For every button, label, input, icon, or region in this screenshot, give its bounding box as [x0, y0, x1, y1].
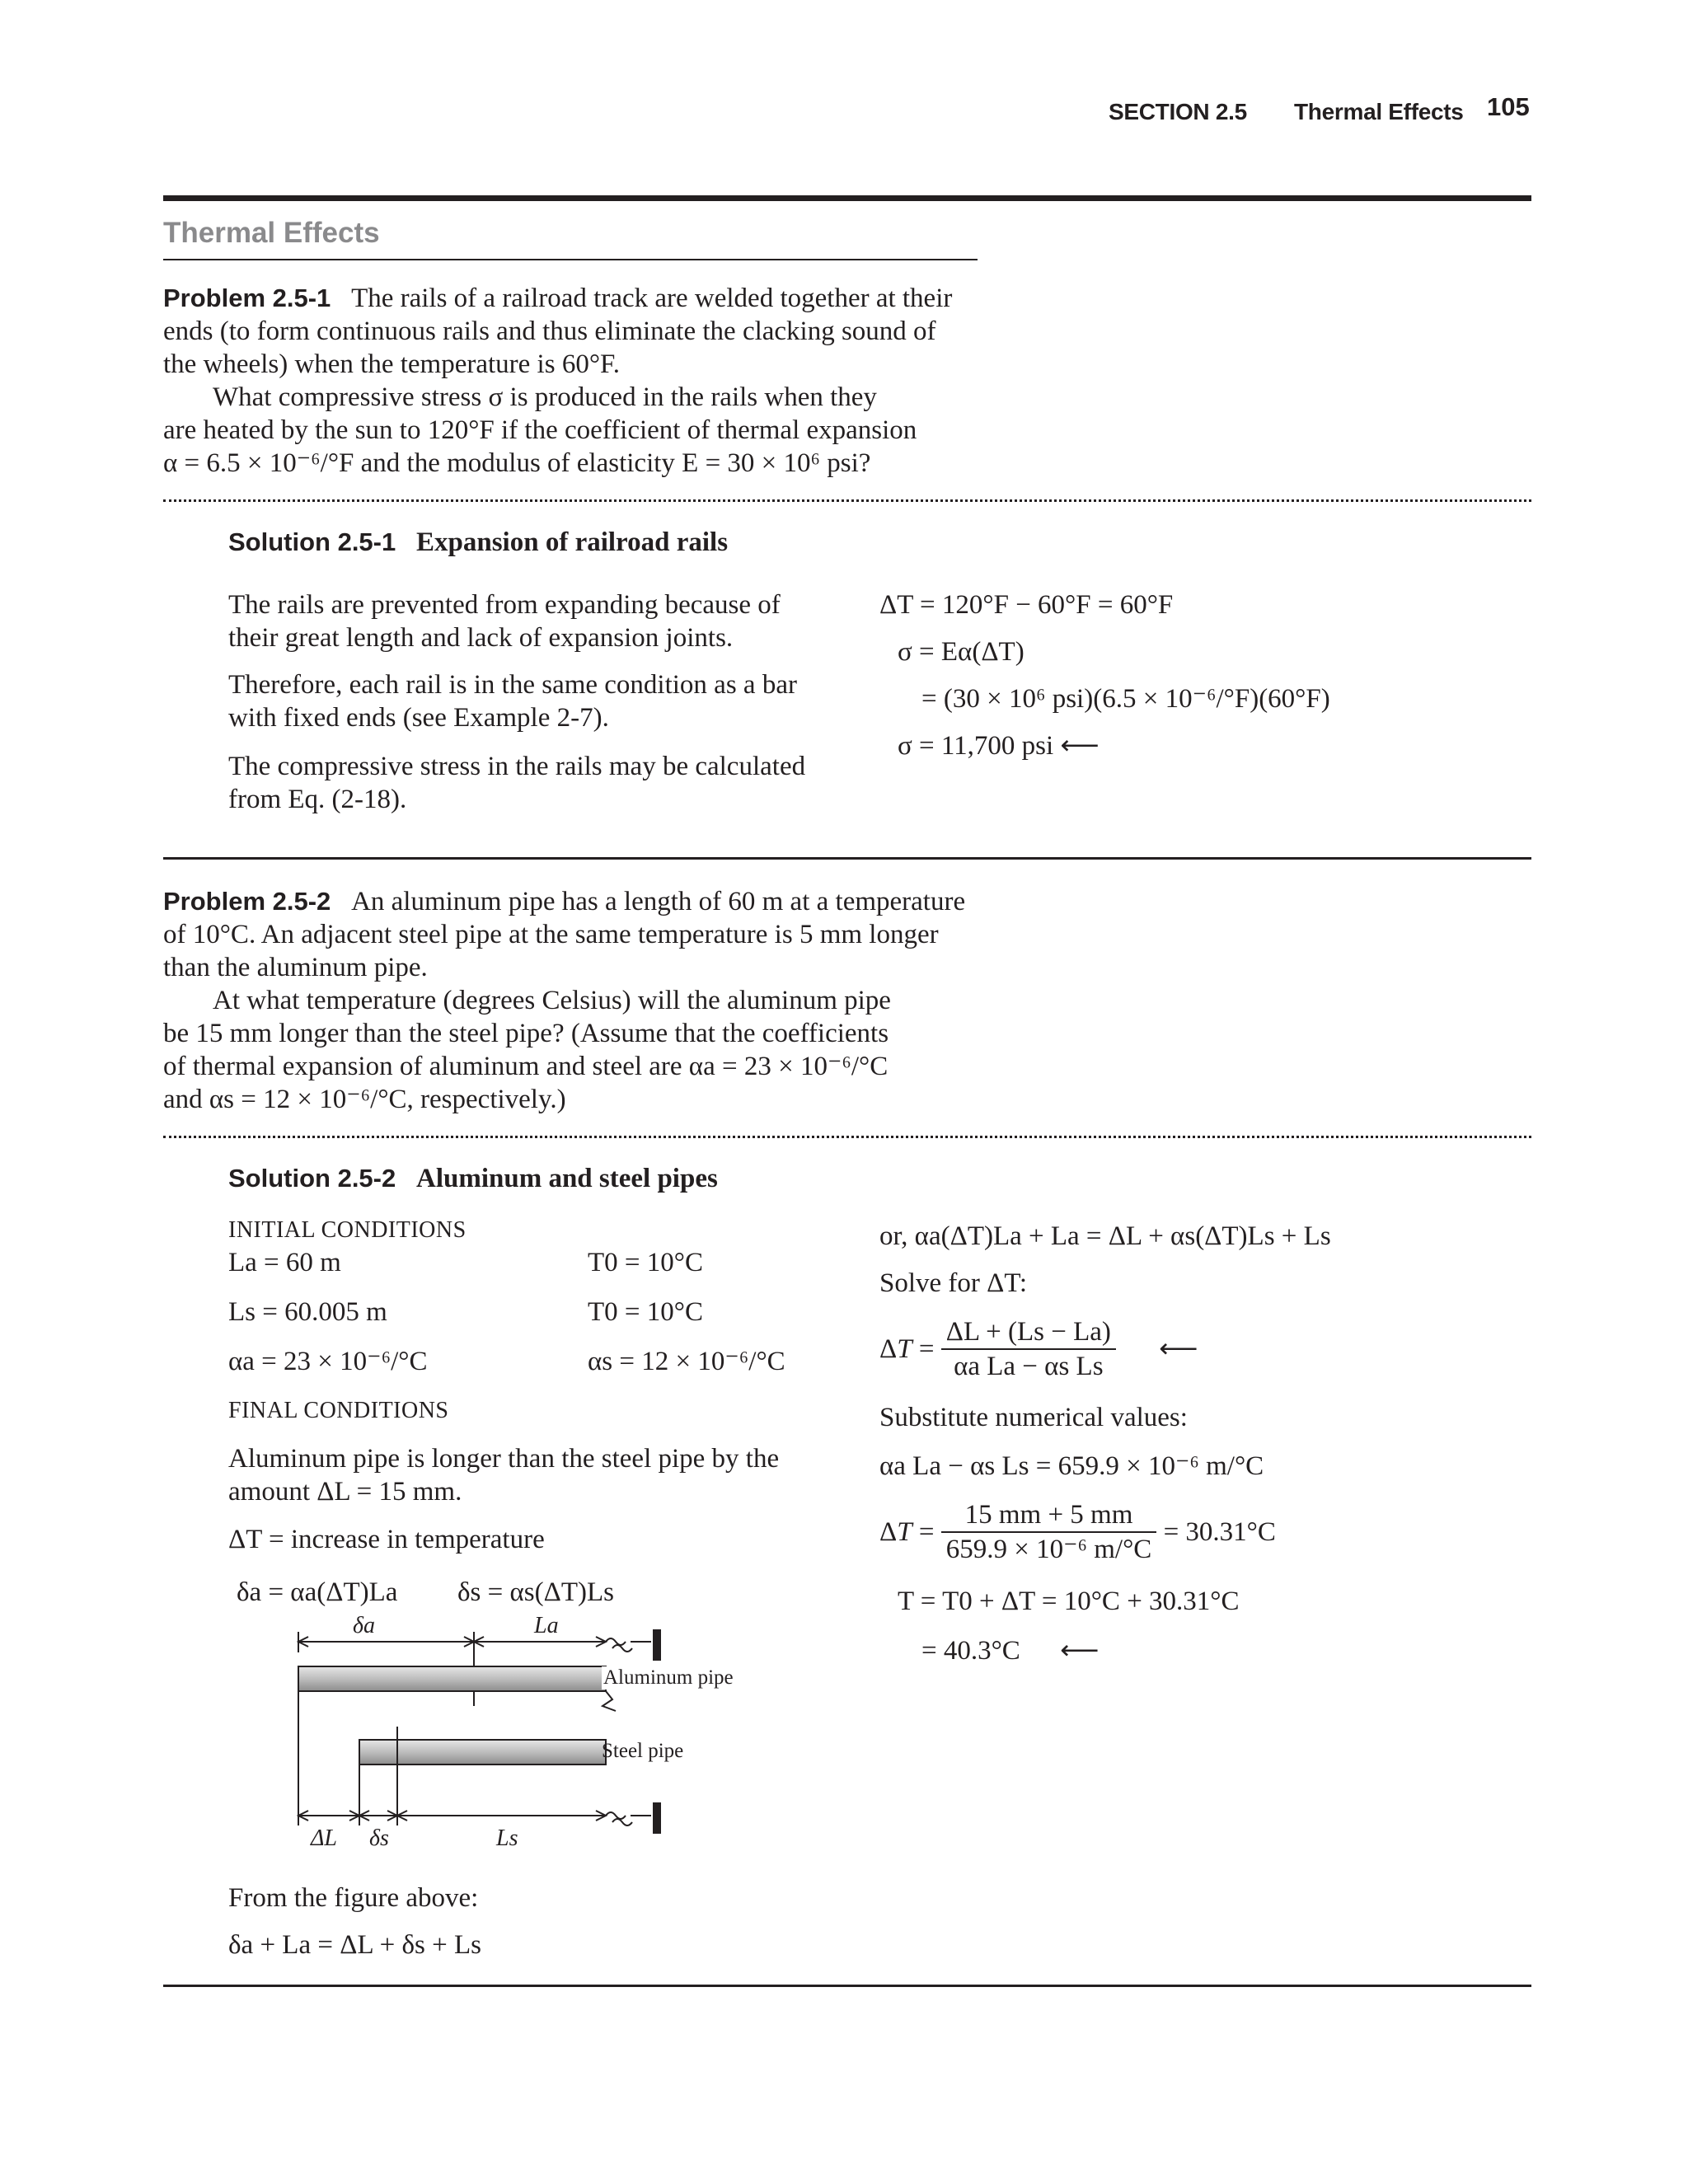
from-figure-text: From the figure above:	[228, 1883, 479, 1913]
bottom-dimension	[298, 1811, 651, 1825]
solution-1-label: Solution 2.5-1	[228, 527, 396, 556]
problem-2-line: At what temperature (degrees Celsius) will the aluminum pipe	[213, 986, 891, 1015]
section-label: SECTION 2.5	[1109, 99, 1247, 124]
problem-1-line: The rails of a railroad track are welded together at their	[351, 284, 953, 313]
delta-T-result: = 30.31°C	[1163, 1517, 1276, 1547]
delta-a-equation: δa = αa(ΔT)La	[237, 1577, 398, 1607]
fig-delta-a-label: δa	[353, 1613, 376, 1638]
problem-2-line: be 15 mm longer than the steel pipe? (Assume that the coefficients	[163, 1019, 889, 1048]
pipes-figure	[280, 1613, 775, 1858]
T-result	[921, 1634, 1099, 1667]
problem-2-text	[163, 885, 987, 1116]
solution-1-left	[228, 588, 855, 816]
break-mark	[603, 1691, 616, 1711]
problem-2-line: of thermal expansion of aluminum and steel are αa = 23 × 10⁻⁶/°C	[163, 1052, 889, 1081]
fig-La-label: La	[534, 1613, 559, 1638]
fig-aluminum-label: Aluminum pipe	[603, 1666, 734, 1689]
final-conditions-text	[228, 1442, 855, 1508]
problem-1-line: are heated by the sun to 120°F if the coefficient of thermal expansion	[163, 415, 917, 445]
figure-equation: δa + La = ΔL + δs + Ls	[228, 1930, 481, 1960]
problem-1-line: ends (to form continuous rails and thus eliminate the clacking sound of	[163, 316, 936, 346]
solution-1-title: Expansion of railroad rails	[416, 527, 729, 557]
solve-for-text: Solve for ΔT:	[879, 1268, 1028, 1298]
delta-T-numeric: ΔT = $\frac{15 mm + 5 mm}{\text{659.9 × 10⁻⁶ m/°C}}$ = 30.31°C	[879, 1500, 1276, 1564]
equation: ΔT = 120°F − 60°F = 60°F	[879, 590, 1174, 620]
fraction-denominator: 659.9 × 10⁻⁶ m/°C	[945, 1535, 1152, 1564]
fig-delta-s-label: δs	[369, 1825, 389, 1851]
solution-2-label: Solution 2.5-2	[228, 1164, 396, 1193]
dotted-rule	[163, 499, 1531, 502]
solution-2-title: Aluminum and steel pipes	[416, 1164, 718, 1193]
fraction-denominator: αa La − αs Ls	[954, 1352, 1104, 1381]
T-equation: T = T0 + ΔT = 10°C + 30.31°C	[898, 1586, 1240, 1616]
text-line: Therefore, each rail is in the same condition as a bar	[228, 670, 797, 700]
wall-bottom	[653, 1802, 661, 1834]
text-line: from Eq. (2-18).	[228, 785, 407, 814]
or-equation: or, αa(ΔT)La + La = ΔL + αs(ΔT)Ls + Ls	[879, 1221, 1331, 1251]
text-line: Aluminum pipe is longer than the steel pipe by the	[228, 1444, 780, 1474]
alpha-s-value: αs = 12 × 10⁻⁶/°C	[588, 1347, 785, 1376]
problem-2-line: and αs = 12 × 10⁻⁶/°C, respectively.)	[163, 1085, 566, 1114]
equation: σ = Eα(ΔT)	[898, 637, 1025, 667]
T0-value-2: T0 = 10°C	[588, 1297, 703, 1327]
problem-1-line: the wheels) when the temperature is 60°F.	[163, 349, 620, 379]
text-line: The rails are prevented from expanding because of	[228, 590, 781, 620]
substitute-equation: αa La − αs Ls = 659.9 × 10⁻⁶ m/°C	[879, 1451, 1264, 1481]
solution-1-heading	[228, 526, 728, 559]
Ls-value: Ls = 60.005 m	[228, 1297, 387, 1327]
problem-2-line: of 10°C. An adjacent steel pipe at the same temperature is 5 mm longer	[163, 920, 939, 949]
problem-2-line: An aluminum pipe has a length of 60 m at a temperature	[351, 887, 966, 916]
problem-1-label: Problem 2.5-1	[163, 284, 331, 312]
initial-conditions-heading: INITIAL CONDITIONS	[228, 1217, 467, 1243]
final-conditions-heading: FINAL CONDITIONS	[228, 1398, 449, 1423]
fraction-numerator: ΔL + (Ls − La)	[941, 1315, 1116, 1350]
fraction-numerator: 15 mm + 5 mm	[941, 1498, 1157, 1533]
problem-2-label: Problem 2.5-2	[163, 887, 331, 916]
equation: σ = 11,700 psi ⟵	[898, 731, 1100, 761]
delta-s-equation: δs = αs(ΔT)Ls	[457, 1577, 614, 1607]
delta-T-fraction	[941, 1315, 1116, 1383]
section-rule	[163, 857, 1531, 860]
section-title: Thermal Effects	[1294, 99, 1464, 124]
problem-1-text	[163, 282, 987, 480]
problem-1-line: What compressive stress σ is produced in the rails when they	[213, 382, 877, 412]
dotted-rule	[163, 1136, 1531, 1138]
text-line: amount ΔL = 15 mm.	[228, 1477, 462, 1507]
chapter-heading-rule	[163, 259, 978, 260]
result-arrow: ⟵	[1060, 1636, 1100, 1666]
T-result-value: = 40.3°C	[921, 1636, 1020, 1666]
equation: = (30 × 10⁶ psi)(6.5 × 10⁻⁶/°F)(60°F)	[921, 684, 1330, 714]
delta-T-definition: ΔT = increase in temperature	[228, 1525, 545, 1554]
bottom-rule	[163, 1985, 1531, 1987]
chapter-heading: Thermal Effects	[163, 217, 380, 249]
solution-2-heading	[228, 1162, 718, 1195]
delta-T-formula: ΔT = $\frac{\Delta L + (Ls - La)}{\text{αa La − αs Ls}}$ ⟵	[879, 1317, 1198, 1381]
alpha-a-value: αa = 23 × 10⁻⁶/°C	[228, 1347, 428, 1376]
pipes-diagram	[280, 1619, 775, 1858]
running-header	[1109, 94, 1537, 127]
numeric-fraction	[941, 1498, 1157, 1566]
wall-top	[653, 1629, 661, 1661]
fig-Ls-label: Ls	[496, 1825, 518, 1851]
aluminum-pipe	[298, 1666, 606, 1691]
text-line: The compressive stress in the rails may be calculated	[228, 752, 806, 781]
fig-steel-label: Steel pipe	[602, 1740, 684, 1762]
substitute-text: Substitute numerical values:	[879, 1403, 1188, 1432]
La-value: La = 60 m	[228, 1248, 341, 1277]
steel-pipe	[359, 1740, 606, 1765]
page-number: 105	[1487, 92, 1530, 121]
text-line: with fixed ends (see Example 2-7).	[228, 703, 609, 733]
fig-dL-label: ΔL	[311, 1825, 338, 1851]
problem-2-line: than the aluminum pipe.	[163, 953, 428, 982]
text-line: their great length and lack of expansion joints.	[228, 623, 734, 653]
solution-1-equations	[879, 588, 1456, 762]
header-rule	[163, 195, 1531, 201]
T0-value-1: T0 = 10°C	[588, 1248, 703, 1277]
problem-1-line: α = 6.5 × 10⁻⁶/°F and the modulus of elasticity E = 30 × 10⁶ psi?	[163, 448, 871, 478]
